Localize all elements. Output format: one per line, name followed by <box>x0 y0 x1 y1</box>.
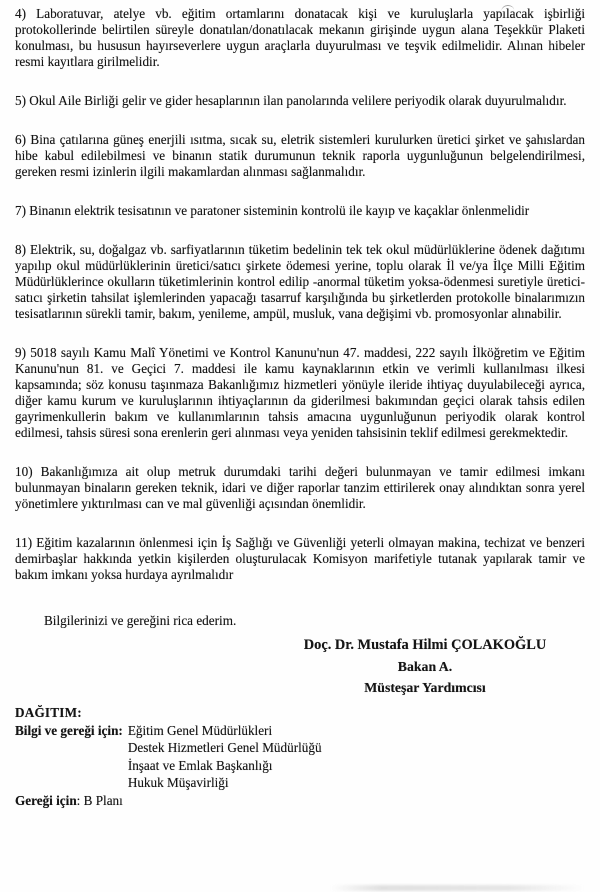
signatory-name: Doç. Dr. Mustafa Hilmi ÇOLAKOĞLU <box>303 637 547 653</box>
distribution-action-row <box>15 792 585 810</box>
paragraph-8: 8) Elektrik, su, doğalgaz vb. sarfiyatlarının tüketim bedelinin tek tek okul müdürlüklerine ödenek dağıtımı yapılıp okul müdürlüklerinin üretici/satıcı şirkete ödemesi yerine, toplu olarak İl ve/ya İlçe Milli Eğitim Müdürlüklerince okulların tüketimlerinin kontrol edilip -anormal tüketim yoksa-ödenmesi suretiyle üretici- satıcı şirketin tahsilat işlemlerinden yapacağı tasarruf karşılığında bu şirketlerden protokolle binalarımızın tesisatlarının sürekli tamir, bakım, yenileme, ampül, musluk, vana değişimi vb. promosyonlar alınabilir. <box>15 242 585 321</box>
signatory-position: Müsteşar Yardımcısı <box>364 680 486 695</box>
distribution-action-value: : B Planı <box>76 792 123 808</box>
document-body <box>15 6 585 583</box>
scan-artifact-smudge <box>330 885 585 891</box>
closing-line: Bilgilerinizi ve gereğini rica ederim. <box>44 613 237 628</box>
paragraph-9: 9) 5018 sayılı Kamu Malî Yönetimi ve Kontrol Kanunu'nun 47. maddesi, 222 sayılı İlköğretim ve Eğitim Kanunu'nun 81. ve Geçici 7. maddesi ile kamu kaynaklarının etkin ve verimli kullanılması ilkesi kapsamında; söz konusu taşınmaza Bakanlığımız hizmetleri yönüyle ileride ihtiyaç duyulabileceği ayrıca, diğer kamu kurum ve kuruluşlarının ihtiyaçlarının da giderilmesi bakımından geçici olarak tahsis edilen gayrimenkullerin bakım ve kullanımlarının tahsis amacına uygunluğunun periyodik olarak kontrol edilmesi, tahsis süresi sona erenlerin geri alınması veya yeniden tahsisinin teklif edilmesi gerekmektedir. <box>15 345 585 440</box>
distribution-heading: DAĞITIM: <box>15 705 82 720</box>
paragraph-10: 10) Bakanlığımıza ait olup metruk durumdaki tarihi değeri bulunmayan ve tamir edilmesi imkanı bulunmayan binaların gereken teknik, idari ve diğer raporlar tanzim ettirilerek onay alındıktan sonra yerel yönetimlere yıktırılması can ve mal güvenliği açısından önemlidir. <box>15 464 585 511</box>
signatory-role: Bakan A. <box>397 659 453 674</box>
paragraph-7: 7) Binanın elektrik tesisatının ve paratoner sisteminin kontrolü ile kayıp ve kaçaklar önlenmelidir <box>15 203 530 218</box>
paragraph-11: 11) Eğitim kazalarının önlenmesi için İş Sağlığı ve Güvenliği yeterli olmayan makina, techizat ve benzeri demirbaşlar hakkında yetkin kişilerden oluşturulacak Komisyon marifetiyle tutanak yapılarak tamir ve bakım imkanı yoksa hurdaya ayrılmalıdır <box>15 535 585 582</box>
paragraph-4: 4) Laboratuvar, atelye vb. eğitim ortamlarını donatacak kişi ve kuruluşlarla yapılacak işbirliği protokollerinde belirtilen süreyle donatılan/donatılacak mekanın girişinde uygun alana Teşekkür Plaketi konulması, bu hususun hayırseverlere uygun araçlarla duyurulması ve teşvik edilmelidir. Alınan hibeler resmi kayıtlara girilmelidir. <box>15 6 585 69</box>
distribution-item: Destek Hizmetleri Genel Müdürlüğü <box>127 740 322 755</box>
paragraph-5: 5) Okul Aile Birliği gelir ve gider hesaplarının ilan panolarında velilere periyodik olarak duyurulmalıdır. <box>15 93 567 108</box>
distribution-info-row <box>15 722 585 792</box>
signature-block <box>275 635 575 698</box>
distribution-info-label: Bilgi ve gereği için: <box>15 722 123 738</box>
distribution-item: Hukuk Müşavirliği <box>127 775 229 790</box>
distribution-item: İnşaat ve Emlak Başkanlığı <box>127 757 273 773</box>
distribution-action-label: Gereği için <box>15 792 77 808</box>
paragraph-6: 6) Bina çatılarına güneş enerjili ısıtma, sıcak su, eletrik sistemleri kurulurken üretici şirket ve şahıslardan hibe kabul edilebilmesi ve binanın statik durumunun teknik raporla uygunluğunun belgelendirilmesi, gereken resmi izinlerin ilgili makamlardan alınması sağlanmalıdır. <box>15 132 585 179</box>
distribution-item: Eğitim Genel Müdürlükleri <box>127 722 273 738</box>
distribution-section <box>15 704 585 809</box>
distribution-info-items <box>128 722 322 792</box>
